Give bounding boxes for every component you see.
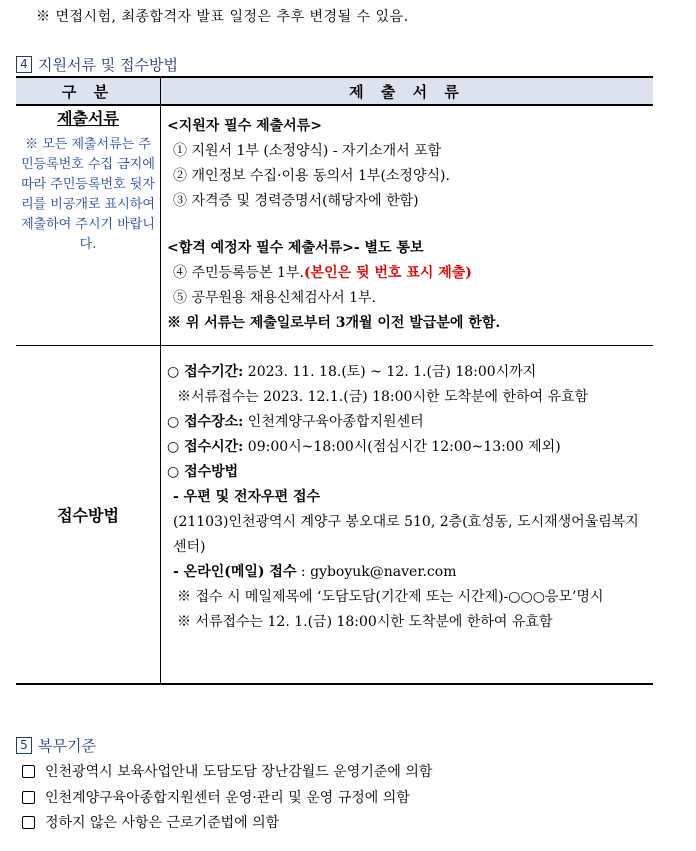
section-4-heading [16,54,178,75]
period-line [167,360,647,385]
pass-doc-item [167,261,647,286]
online-label: - 온라인(메일) 접수 [173,564,297,580]
pass-docs-heading: <합격 예정자 필수 제출서류>- 별도 통보 [167,240,424,256]
section-title: 복무기준 [38,737,96,755]
required-docs-heading: <지원자 필수 제출서류> [167,118,322,134]
row-label: 제출서류 [57,109,119,128]
mail-subject-note: ※ 접수 시 메일제목에 ‘도담도담(기간제 또는 시간제)-○○○응모’명시 [177,589,604,605]
period-label: ○ 접수기간: [167,364,244,380]
email-address: : gyboyuk@naver.com [296,564,457,580]
table-header-row [16,77,653,105]
validity-note: ※ 위 서류는 제출일로부터 3개월 이전 발급분에 한함. [167,315,501,331]
column-header-documents: 제 출 서 류 [161,77,654,105]
method-heading: ○ 접수방법 [167,464,239,480]
row-label-cell [16,105,161,346]
checkbox-icon [22,816,35,829]
pass-doc-item: ⑤ 공무원용 채용신체검사서 1부. [173,290,376,306]
period-value: 2023. 11. 18.(토) ~ 12. 1.(금) 18:00시까지 [243,364,537,380]
period-note: ※서류접수는 2023. 12.1.(금) 18:00시한 도착분에 한하여 유효함 [177,389,589,405]
method-label: 접수방법 [16,346,161,685]
privacy-warning: ※ 모든 제출서류는 주민등록번호 수집 금지에 따라 주민등록번호 뒷자리를 비공개로 표시하여 제출하여 주시기 바랍니다. [21,137,155,252]
time-value: 09:00시~18:00시(점심시간 12:00~13:00 제외) [243,439,561,455]
place-line [167,410,647,435]
method-cell [161,346,654,685]
checkbox-icon [22,765,35,778]
table-row-method [16,346,653,685]
address: (21103)인천광역시 계양구 봉오대로 510, 2층(효성동, 도시재생어울림복지센터) [173,514,639,555]
checkbox-icon [22,791,35,804]
section-title: 지원서류 및 접수방법 [38,56,178,74]
list-item-text: 인천계양구육아종합지원센터 운영·관리 및 운영 규정에 의함 [45,790,410,806]
section-number-box: 5 [16,737,32,754]
time-line [167,435,647,460]
list-item-text: 정하지 않은 사항은 근로기준법에 의함 [45,815,280,831]
red-notice: (본인은 뒷 번호 표시 제출) [303,265,472,281]
post-label: - 우편 및 전자우편 접수 [173,489,321,505]
pass-doc-item-text: ④ 주민등록등본 1부. [173,265,304,281]
place-label: ○ 접수장소: [167,414,244,430]
required-doc-item: ② 개인정보 수집·이용 동의서 1부(소정양식). [173,168,450,184]
submission-table [16,76,653,685]
online-line [167,560,647,585]
section-number-box: 4 [16,56,32,73]
place-value: 인천계양구육아종합지원센터 [243,414,424,430]
table-row-documents [16,105,653,346]
final-note: ※ 서류접수는 12. 1.(금) 18:00시한 도착분에 한하여 유효함 [177,614,553,630]
time-label: ○ 접수시간: [167,439,244,455]
list-item-text: 인천광역시 보육사업안내 도담도담 장난감월드 운영기준에 의함 [45,764,433,780]
documents-cell [161,105,654,346]
required-doc-item: ① 지원서 1부 (소정양식) - 자기소개서 포함 [173,143,442,159]
list-item [22,761,432,781]
top-note: ※ 면접시험, 최종합격자 발표 일정은 추후 변경될 수 있음. [36,9,409,25]
list-item [22,787,410,807]
section-5-heading [16,735,96,756]
required-doc-item: ③ 자격증 및 경력증명서(해당자에 한함) [173,193,419,209]
list-item [22,812,279,832]
column-header-category: 구 분 [16,77,161,105]
